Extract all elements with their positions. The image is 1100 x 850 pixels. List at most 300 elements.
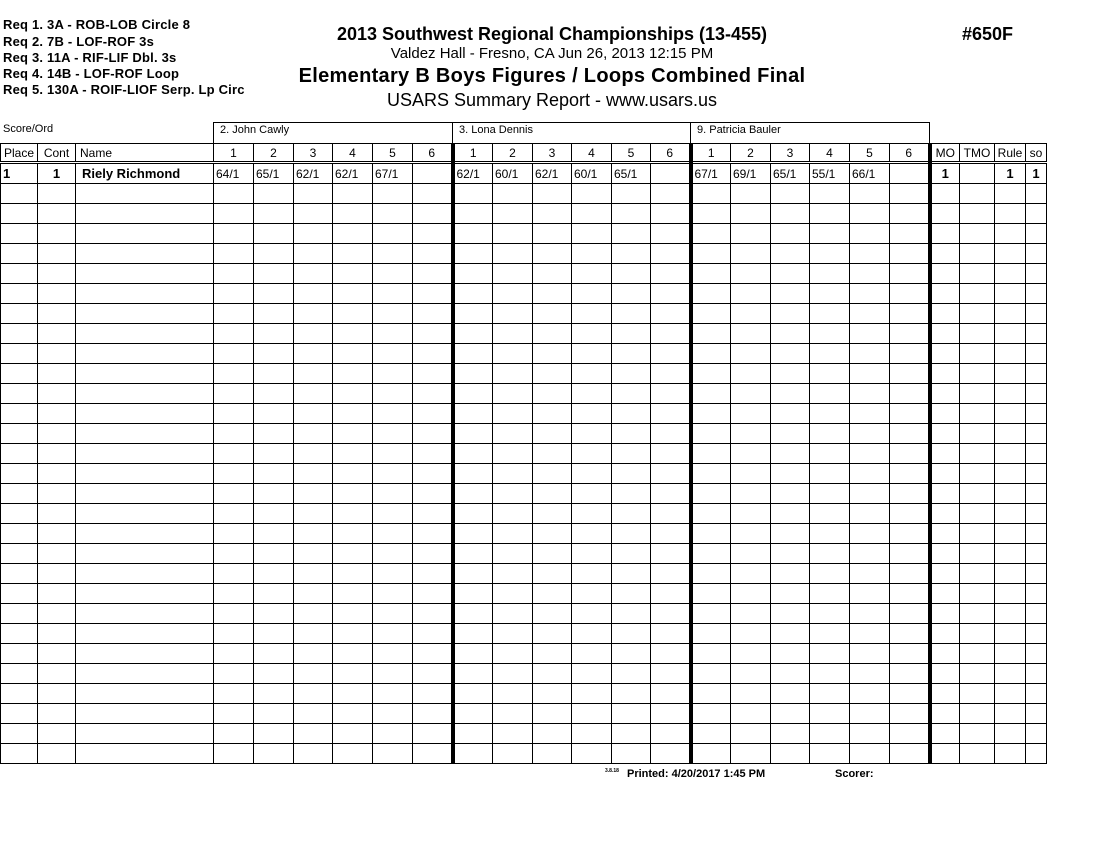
empty-cell <box>850 624 890 644</box>
empty-cell <box>890 704 930 724</box>
empty-cell <box>413 264 453 284</box>
empty-cell <box>572 644 612 664</box>
empty-cell <box>413 344 453 364</box>
col-header-j3-2: 2 <box>731 144 771 163</box>
empty-cell <box>960 444 995 464</box>
score-cell: 67/1 <box>373 163 413 184</box>
empty-cell <box>1 744 38 764</box>
empty-cell <box>771 324 810 344</box>
col-header-j2-4: 4 <box>572 144 612 163</box>
empty-cell <box>691 484 731 504</box>
empty-cell <box>572 444 612 464</box>
empty-cell <box>453 484 493 504</box>
empty-cell <box>995 604 1026 624</box>
empty-cell <box>995 264 1026 284</box>
score-cell: 66/1 <box>850 163 890 184</box>
empty-cell <box>930 284 960 304</box>
empty-cell <box>691 464 731 484</box>
empty-cell <box>493 684 533 704</box>
empty-cell <box>731 524 771 544</box>
empty-cell <box>1026 404 1047 424</box>
empty-cell <box>930 404 960 424</box>
empty-cell <box>771 604 810 624</box>
empty-cell <box>995 304 1026 324</box>
empty-cell <box>333 524 373 544</box>
empty-cell <box>890 504 930 524</box>
empty-cell <box>995 384 1026 404</box>
empty-cell <box>572 264 612 284</box>
empty-cell <box>810 464 850 484</box>
empty-cell <box>810 424 850 444</box>
empty-cell <box>254 724 294 744</box>
empty-cell <box>38 264 76 284</box>
empty-cell <box>850 544 890 564</box>
empty-cell <box>731 224 771 244</box>
empty-cell <box>572 324 612 344</box>
empty-cell <box>771 464 810 484</box>
empty-cell <box>333 684 373 704</box>
empty-cell <box>731 724 771 744</box>
requirement-5: Req 5. 130A - ROIF-LIOF Serp. Lp Circ <box>3 82 245 97</box>
empty-cell <box>612 544 651 564</box>
empty-cell <box>771 444 810 464</box>
empty-cell <box>612 384 651 404</box>
empty-cell <box>38 644 76 664</box>
table-row-empty <box>1 584 1047 604</box>
empty-cell <box>1 504 38 524</box>
col-header-j1-4: 4 <box>333 144 373 163</box>
empty-cell <box>76 204 214 224</box>
empty-cell <box>651 704 691 724</box>
empty-cell <box>76 584 214 604</box>
empty-cell <box>810 184 850 204</box>
empty-cell <box>651 444 691 464</box>
empty-cell <box>850 344 890 364</box>
empty-cell <box>254 384 294 404</box>
empty-cell <box>771 484 810 504</box>
empty-cell <box>533 524 572 544</box>
table-row-empty <box>1 624 1047 644</box>
empty-cell <box>691 284 731 304</box>
table-row-empty <box>1 204 1047 224</box>
empty-cell <box>651 304 691 324</box>
col-header-tmo: TMO <box>960 144 995 163</box>
empty-cell <box>771 664 810 684</box>
empty-cell <box>413 404 453 424</box>
empty-cell <box>333 544 373 564</box>
empty-cell <box>373 324 413 344</box>
empty-cell <box>691 324 731 344</box>
empty-cell <box>850 324 890 344</box>
empty-cell <box>333 424 373 444</box>
empty-cell <box>850 424 890 444</box>
empty-cell <box>612 244 651 264</box>
empty-cell <box>731 644 771 664</box>
empty-cell <box>572 244 612 264</box>
empty-cell <box>493 704 533 724</box>
empty-cell <box>214 304 254 324</box>
empty-cell <box>413 184 453 204</box>
empty-cell <box>214 664 254 684</box>
empty-cell <box>810 604 850 624</box>
empty-cell <box>890 724 930 744</box>
score-cell: 62/1 <box>333 163 373 184</box>
empty-cell <box>960 384 995 404</box>
results-table <box>0 143 1047 764</box>
empty-cell <box>453 364 493 384</box>
col-header-j3-4: 4 <box>810 144 850 163</box>
empty-cell <box>890 404 930 424</box>
empty-cell <box>533 664 572 684</box>
empty-cell <box>1026 544 1047 564</box>
empty-cell <box>333 304 373 324</box>
empty-cell <box>533 504 572 524</box>
empty-cell <box>38 484 76 504</box>
empty-cell <box>38 444 76 464</box>
empty-cell <box>890 744 930 764</box>
empty-cell <box>214 324 254 344</box>
empty-cell <box>850 204 890 224</box>
empty-cell <box>572 224 612 244</box>
empty-cell <box>960 404 995 424</box>
empty-cell <box>333 504 373 524</box>
empty-cell <box>960 224 995 244</box>
empty-cell <box>890 384 930 404</box>
empty-cell <box>38 504 76 524</box>
score-cell: 69/1 <box>731 163 771 184</box>
empty-cell <box>691 564 731 584</box>
empty-cell <box>960 624 995 644</box>
empty-cell <box>995 324 1026 344</box>
empty-cell <box>612 524 651 544</box>
empty-cell <box>214 264 254 284</box>
empty-cell <box>651 724 691 744</box>
score-cell: 62/1 <box>453 163 493 184</box>
empty-cell <box>572 564 612 584</box>
empty-cell <box>731 504 771 524</box>
empty-cell <box>254 344 294 364</box>
col-header-j3-5: 5 <box>850 144 890 163</box>
empty-cell <box>214 284 254 304</box>
empty-cell <box>333 444 373 464</box>
empty-cell <box>533 644 572 664</box>
empty-cell <box>691 744 731 764</box>
empty-cell <box>691 224 731 244</box>
empty-cell <box>1026 204 1047 224</box>
empty-cell <box>373 744 413 764</box>
score-cell: 64/1 <box>214 163 254 184</box>
empty-cell <box>413 304 453 324</box>
empty-cell <box>214 524 254 544</box>
empty-cell <box>810 544 850 564</box>
empty-cell <box>373 504 413 524</box>
championship-title: 2013 Southwest Regional Championships (13-455) <box>336 24 768 44</box>
empty-cell <box>572 304 612 324</box>
empty-cell <box>294 464 333 484</box>
empty-cell <box>413 364 453 384</box>
empty-cell <box>413 204 453 224</box>
empty-cell <box>214 224 254 244</box>
empty-cell <box>453 584 493 604</box>
col-header-rule: Rule <box>995 144 1026 163</box>
empty-cell <box>214 444 254 464</box>
empty-cell <box>76 244 214 264</box>
col-header-j1-2: 2 <box>254 144 294 163</box>
empty-cell <box>995 564 1026 584</box>
empty-cell <box>493 664 533 684</box>
empty-cell <box>810 624 850 644</box>
empty-cell <box>373 484 413 504</box>
empty-cell <box>995 684 1026 704</box>
empty-cell <box>254 544 294 564</box>
empty-cell <box>850 724 890 744</box>
empty-cell <box>254 604 294 624</box>
empty-cell <box>890 464 930 484</box>
empty-cell <box>493 244 533 264</box>
empty-cell <box>960 524 995 544</box>
empty-cell <box>38 464 76 484</box>
empty-cell <box>453 744 493 764</box>
empty-cell <box>76 444 214 464</box>
table-row-empty <box>1 484 1047 504</box>
empty-cell <box>413 484 453 504</box>
empty-cell <box>691 444 731 464</box>
empty-cell <box>960 684 995 704</box>
empty-cell <box>612 304 651 324</box>
empty-cell <box>810 224 850 244</box>
empty-cell <box>651 684 691 704</box>
empty-cell <box>810 404 850 424</box>
empty-cell <box>1 184 38 204</box>
empty-cell <box>493 744 533 764</box>
empty-cell <box>493 224 533 244</box>
empty-cell <box>890 264 930 284</box>
empty-cell <box>771 184 810 204</box>
table-row-empty <box>1 684 1047 704</box>
empty-cell <box>651 524 691 544</box>
empty-cell <box>612 724 651 744</box>
empty-cell <box>294 224 333 244</box>
empty-cell <box>214 504 254 524</box>
empty-cell <box>373 604 413 624</box>
empty-cell <box>810 204 850 224</box>
empty-cell <box>850 664 890 684</box>
empty-cell <box>810 444 850 464</box>
version-label: 3.8.18 <box>605 768 619 774</box>
empty-cell <box>995 544 1026 564</box>
empty-cell <box>771 684 810 704</box>
empty-cell <box>373 724 413 744</box>
empty-cell <box>373 564 413 584</box>
empty-cell <box>1026 664 1047 684</box>
empty-cell <box>413 564 453 584</box>
empty-cell <box>333 204 373 224</box>
empty-cell <box>960 464 995 484</box>
empty-cell <box>254 444 294 464</box>
empty-cell <box>413 624 453 644</box>
empty-cell <box>413 644 453 664</box>
empty-cell <box>493 424 533 444</box>
empty-cell <box>254 324 294 344</box>
empty-cell <box>1026 464 1047 484</box>
empty-cell <box>333 604 373 624</box>
empty-cell <box>493 464 533 484</box>
empty-cell <box>890 484 930 504</box>
empty-cell <box>493 544 533 564</box>
empty-cell <box>214 464 254 484</box>
empty-cell <box>76 364 214 384</box>
event-number: #650F <box>962 24 1014 44</box>
empty-cell <box>214 584 254 604</box>
empty-cell <box>960 664 995 684</box>
empty-cell <box>1026 624 1047 644</box>
empty-cell <box>930 544 960 564</box>
empty-cell <box>572 464 612 484</box>
empty-cell <box>333 224 373 244</box>
empty-cell <box>373 204 413 224</box>
empty-cell <box>333 244 373 264</box>
empty-cell <box>651 264 691 284</box>
empty-cell <box>254 244 294 264</box>
empty-cell <box>1 524 38 544</box>
empty-cell <box>960 304 995 324</box>
empty-cell <box>453 464 493 484</box>
empty-cell <box>850 564 890 584</box>
empty-cell <box>1 264 38 284</box>
col-header-j3-6: 6 <box>890 144 930 163</box>
empty-cell <box>850 264 890 284</box>
empty-cell <box>373 584 413 604</box>
col-header-j2-1: 1 <box>453 144 493 163</box>
empty-cell <box>995 484 1026 504</box>
empty-cell <box>413 724 453 744</box>
empty-cell <box>930 604 960 624</box>
empty-cell <box>254 204 294 224</box>
empty-cell <box>810 304 850 324</box>
empty-cell <box>572 404 612 424</box>
empty-cell <box>731 384 771 404</box>
empty-cell <box>995 704 1026 724</box>
empty-cell <box>572 344 612 364</box>
empty-cell <box>890 424 930 444</box>
empty-cell <box>294 364 333 384</box>
empty-cell <box>1 404 38 424</box>
empty-cell <box>995 504 1026 524</box>
empty-cell <box>572 204 612 224</box>
empty-cell <box>930 664 960 684</box>
empty-cell <box>731 344 771 364</box>
requirement-4: Req 4. 14B - LOF-ROF Loop <box>3 66 180 81</box>
empty-cell <box>651 324 691 344</box>
empty-cell <box>453 244 493 264</box>
empty-cell <box>960 284 995 304</box>
empty-cell <box>890 564 930 584</box>
empty-cell <box>214 424 254 444</box>
empty-cell <box>612 224 651 244</box>
empty-cell <box>731 184 771 204</box>
empty-cell <box>810 504 850 524</box>
empty-cell <box>691 724 731 744</box>
empty-cell <box>1 444 38 464</box>
empty-cell <box>1 544 38 564</box>
empty-cell <box>254 364 294 384</box>
empty-cell <box>1 244 38 264</box>
empty-cell <box>810 284 850 304</box>
requirement-2: Req 2. 7B - LOF-ROF 3s <box>3 34 155 49</box>
table-row-empty <box>1 564 1047 584</box>
empty-cell <box>771 384 810 404</box>
empty-cell <box>850 304 890 324</box>
empty-cell <box>890 284 930 304</box>
empty-cell <box>572 724 612 744</box>
event-title: Elementary B Boys Figures / Loops Combined Final <box>298 65 806 87</box>
empty-cell <box>890 544 930 564</box>
empty-cell <box>930 204 960 224</box>
empty-cell <box>453 324 493 344</box>
empty-cell <box>810 384 850 404</box>
empty-cell <box>651 584 691 604</box>
empty-cell <box>1 584 38 604</box>
empty-cell <box>294 264 333 284</box>
empty-cell <box>572 184 612 204</box>
empty-cell <box>1026 444 1047 464</box>
empty-cell <box>1026 324 1047 344</box>
empty-cell <box>373 464 413 484</box>
empty-cell <box>76 504 214 524</box>
empty-cell <box>850 744 890 764</box>
empty-cell <box>850 584 890 604</box>
empty-cell <box>453 624 493 644</box>
empty-cell <box>995 344 1026 364</box>
col-header-j2-3: 3 <box>533 144 572 163</box>
empty-cell <box>294 344 333 364</box>
empty-cell <box>731 324 771 344</box>
empty-cell <box>76 644 214 664</box>
score-cell: 65/1 <box>771 163 810 184</box>
empty-cell <box>995 224 1026 244</box>
empty-cell <box>413 424 453 444</box>
empty-cell <box>572 424 612 444</box>
empty-cell <box>1 604 38 624</box>
empty-cell <box>612 504 651 524</box>
empty-cell <box>731 484 771 504</box>
empty-cell <box>771 724 810 744</box>
empty-cell <box>960 544 995 564</box>
empty-cell <box>731 744 771 764</box>
empty-cell <box>254 744 294 764</box>
score-cell: 60/1 <box>572 163 612 184</box>
empty-cell <box>1 624 38 644</box>
empty-cell <box>960 484 995 504</box>
empty-cell <box>254 224 294 244</box>
empty-cell <box>691 664 731 684</box>
empty-cell <box>333 364 373 384</box>
empty-cell <box>771 224 810 244</box>
empty-cell <box>771 424 810 444</box>
empty-cell <box>38 284 76 304</box>
empty-cell <box>850 524 890 544</box>
judge-header-2: 3. Lona Dennis <box>452 122 691 143</box>
empty-cell <box>930 624 960 644</box>
table-row-empty <box>1 324 1047 344</box>
empty-cell <box>254 624 294 644</box>
empty-cell <box>651 224 691 244</box>
empty-cell <box>890 184 930 204</box>
col-header-j2-5: 5 <box>612 144 651 163</box>
empty-cell <box>850 464 890 484</box>
empty-cell <box>612 444 651 464</box>
table-row-empty <box>1 544 1047 564</box>
